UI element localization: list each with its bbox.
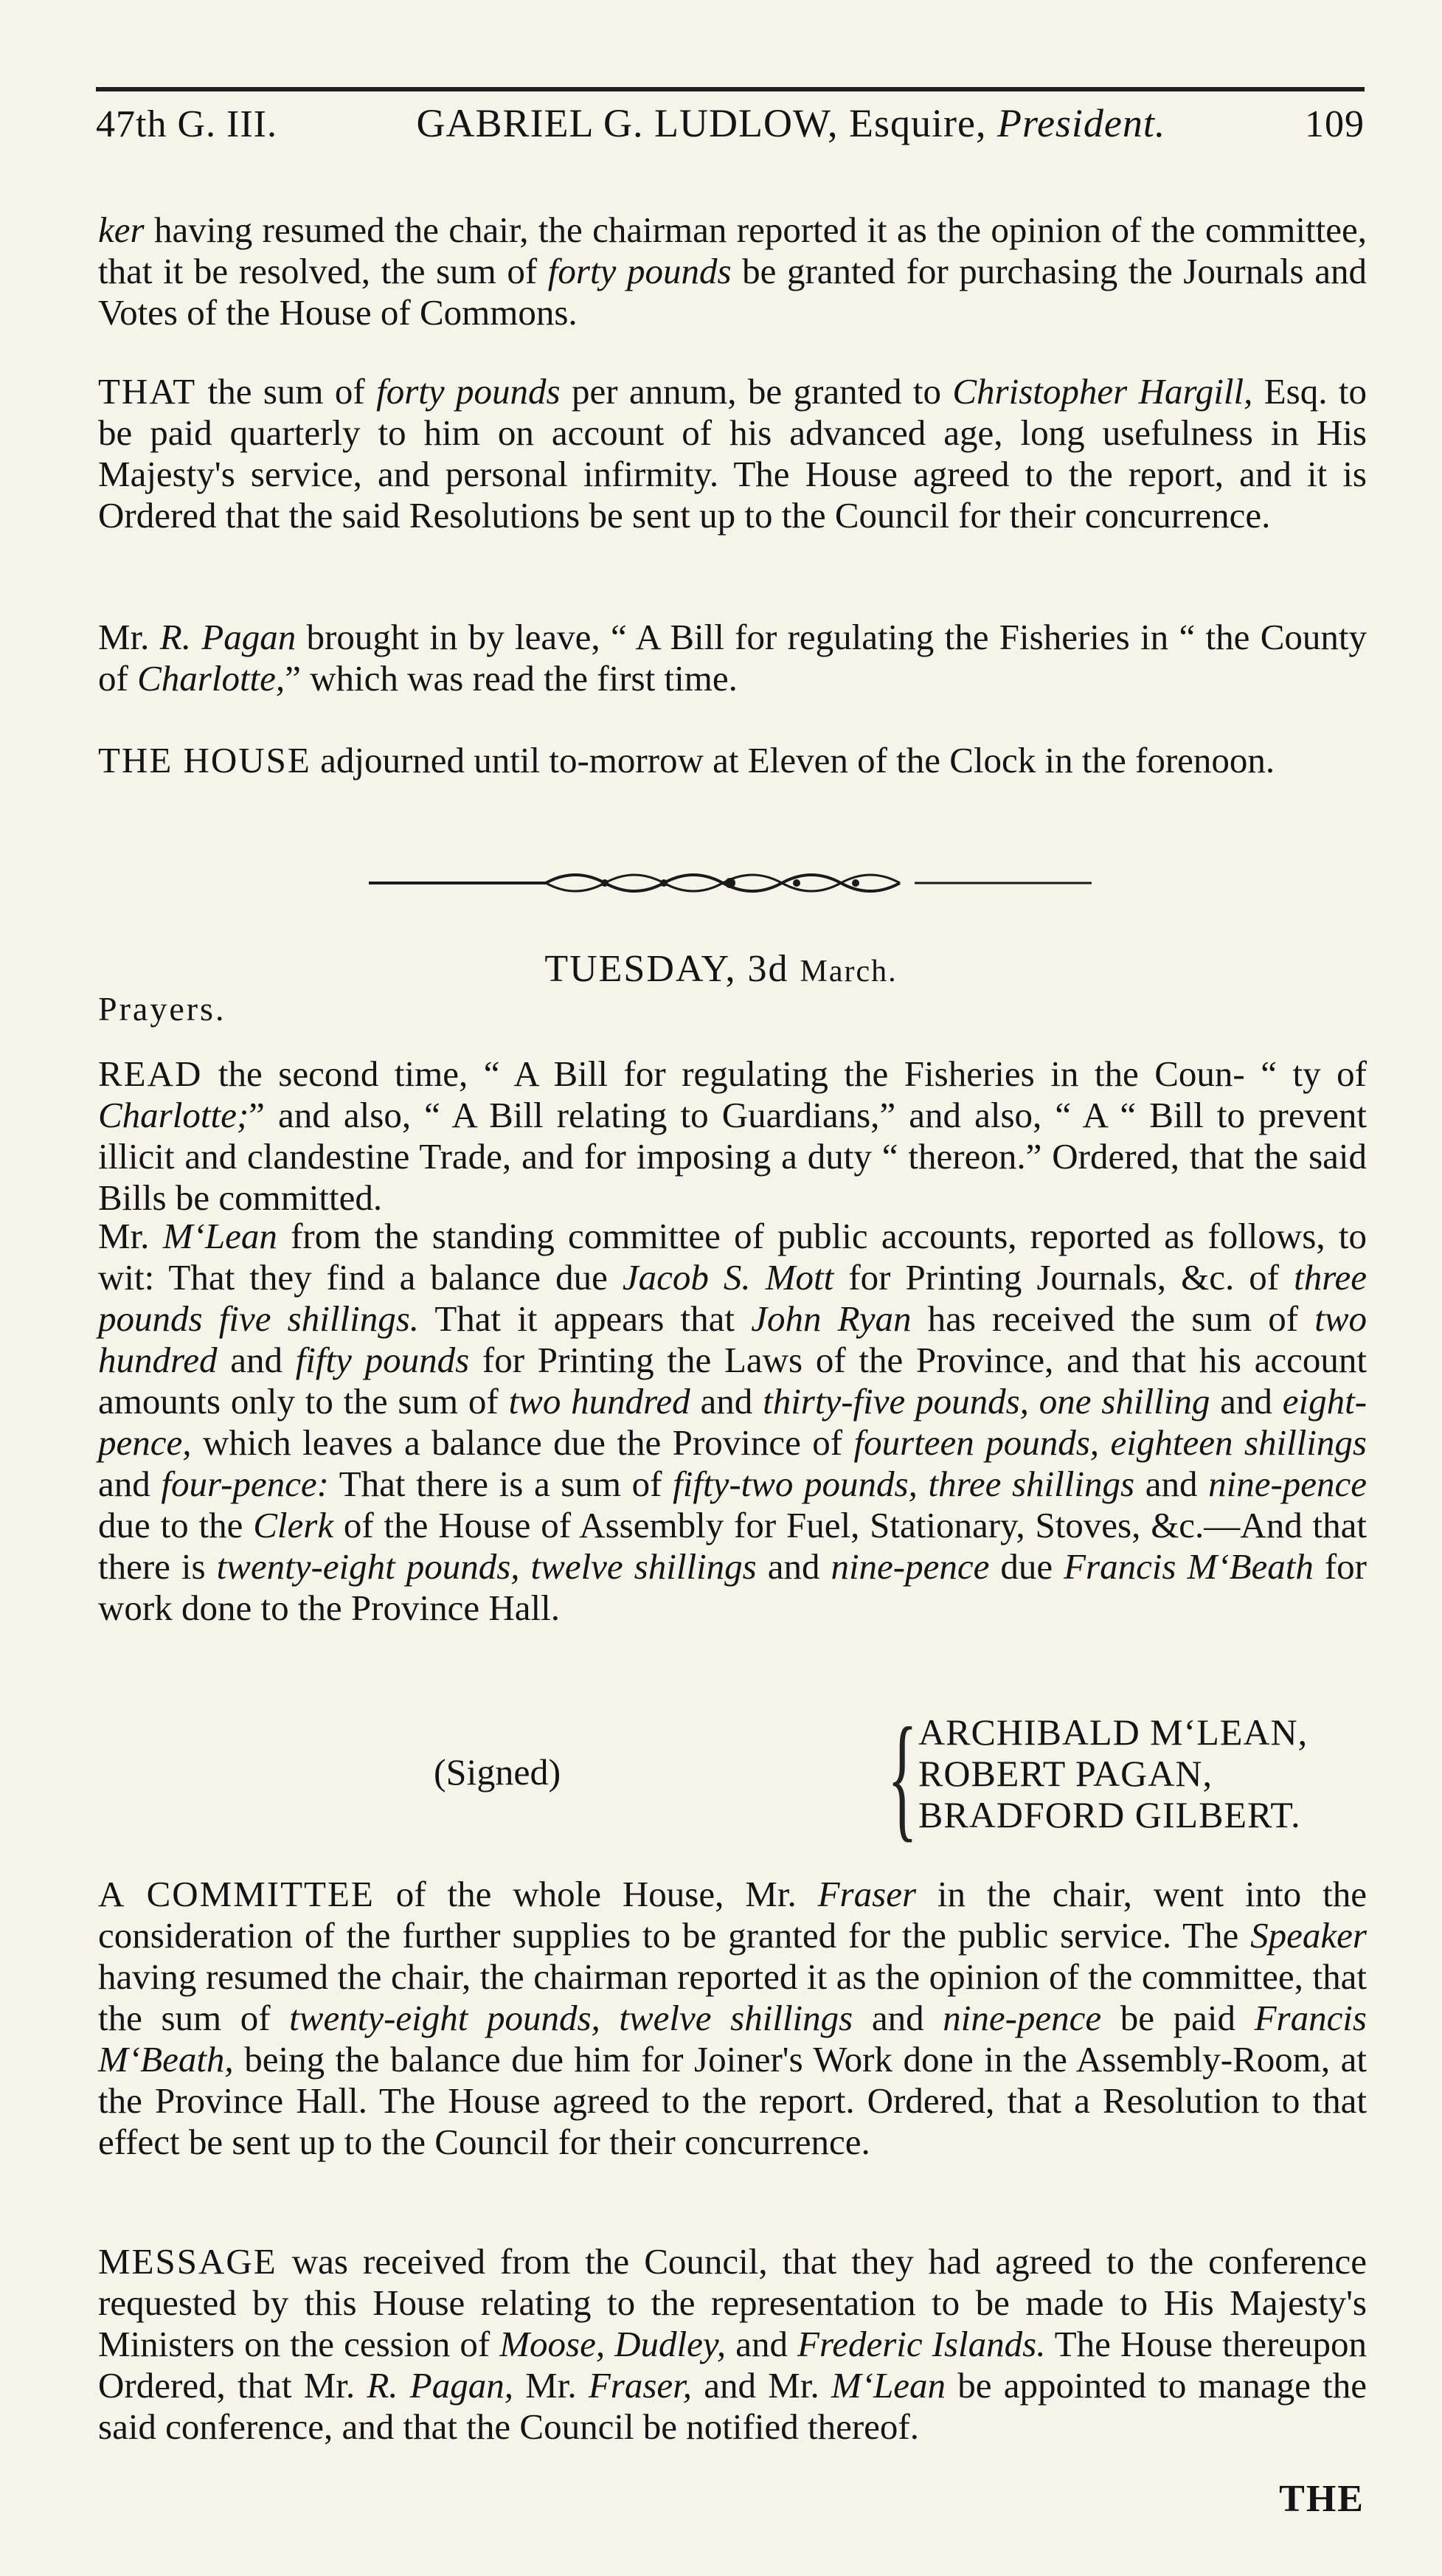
- text-run: in the chair, went into the consideration of the further supplies to be granted for the public service. The: [98, 1874, 1367, 1956]
- italic-term: Charlotte,: [137, 658, 285, 699]
- text-run: Mr.: [98, 1216, 163, 1256]
- text-run: and: [98, 1464, 162, 1504]
- paragraph-committee-whole-house: [98, 1874, 1367, 2163]
- italic-term: ker: [98, 210, 145, 250]
- day-heading-day: TUESDAY, 3d: [544, 948, 800, 990]
- italic-term: nine-pence: [831, 1546, 990, 1587]
- paragraph-council-message: [98, 2241, 1367, 2448]
- italic-term: M‘Lean: [831, 2365, 946, 2406]
- text-run: the sum of: [196, 371, 377, 412]
- italic-term: Francis M‘Beath: [1064, 1546, 1314, 1587]
- text-run: be appointed to manage the said conference, and that the Council be notified thereof.: [98, 2365, 1367, 2447]
- day-heading: [0, 946, 1442, 995]
- italic-term: Fraser,: [588, 2365, 693, 2406]
- text-run: and: [1134, 1464, 1209, 1504]
- text-run: which leaves a balance due the Province of: [191, 1422, 854, 1463]
- italic-term: Francis M‘Beath,: [98, 1998, 1367, 2080]
- lead-word: MESSAGE: [98, 2241, 277, 2282]
- running-title: [417, 100, 1166, 147]
- text-run: and: [217, 1340, 296, 1380]
- text-run: of the House of Assembly for Fuel, Stationary, Stoves, &c.—And that there is: [98, 1505, 1367, 1587]
- text-run: and: [726, 2324, 798, 2364]
- text-run: be granted for purchasing the Journals and Votes of the House of Commons.: [98, 251, 1367, 333]
- paragraph-hargill-grant: [98, 371, 1367, 536]
- page-number: 109: [1305, 103, 1365, 145]
- signer-name: ROBERT PAGAN,: [918, 1753, 1213, 1794]
- italic-term: four-pence:: [161, 1464, 329, 1504]
- paragraph-speaker-resumed: [98, 210, 1367, 333]
- italic-term: fifty-two pounds, three shillings: [673, 1464, 1135, 1504]
- text-run: and: [690, 1381, 763, 1422]
- italic-term: two hundred: [98, 1298, 1368, 1380]
- lead-word: A COMMITTEE: [98, 1874, 375, 1914]
- italic-term: eight-pence,: [98, 1381, 1368, 1463]
- day-heading-month: March.: [800, 955, 898, 988]
- lead-word: READ: [98, 1053, 203, 1094]
- lead-word: THE HOUSE: [98, 740, 311, 780]
- text-run: for Printing Journals, &c. of: [833, 1257, 1294, 1298]
- paragraph-fisheries-bill: [98, 617, 1367, 699]
- running-title-italic: President.: [996, 101, 1166, 145]
- italic-term: twenty-eight pounds, twelve shillings: [289, 1998, 853, 2038]
- italic-term: R. Pagan,: [367, 2365, 513, 2406]
- text-run: having resumed the chair, the chairman reported it as the opinion of the committee, that the sum of: [98, 1956, 1367, 2038]
- catchword: THE: [1279, 2478, 1365, 2520]
- session-label: 47th G. III.: [96, 103, 277, 145]
- text-run: and: [756, 1546, 831, 1587]
- paragraph-adjourned: [98, 740, 1367, 781]
- italic-term: fourteen pounds, eighteen shillings: [853, 1422, 1367, 1463]
- italic-term: Fraser: [817, 1874, 917, 1914]
- italic-term: Clerk: [253, 1505, 334, 1545]
- signer-name: BRADFORD GILBERT.: [918, 1794, 1301, 1835]
- text-run: from the standing committee of public accounts, reported as follows, to wit: That they find a balance due: [98, 1216, 1367, 1298]
- italic-term: twenty-eight pounds, twelve shillings: [216, 1546, 757, 1587]
- text-run: and: [1210, 1381, 1283, 1422]
- text-run: due: [989, 1546, 1064, 1587]
- italic-term: John Ryan: [751, 1298, 912, 1339]
- signed-label: (Signed): [434, 1751, 561, 1793]
- text-run: and: [853, 1998, 943, 2038]
- text-run: the second time, “ A Bill for regulating the Fisheries in the Coun- “ ty of: [202, 1053, 1367, 1094]
- paragraph-second-reading: [98, 1053, 1367, 1219]
- running-header: [96, 100, 1365, 148]
- italic-term: thirty-five pounds, one shilling: [763, 1381, 1210, 1422]
- italic-term: Moose, Dudley,: [499, 2324, 727, 2364]
- text-run: adjourned until to-morrow at Eleven of the Clock in the forenoon.: [311, 740, 1275, 780]
- italic-term: Christopher Hargill,: [952, 371, 1253, 412]
- text-run: for Printing the Laws of the Province, and that his account amounts only to the sum of: [98, 1340, 1367, 1422]
- text-run: ” and also, “ A Bill relating to Guardians,” and also, “ A “ Bill to prevent illicit and clandestine Trade, and for imposing a duty “ thereon.” Ordered, that the said Bills be committed.: [98, 1095, 1367, 1218]
- italic-term: R. Pagan: [159, 617, 297, 657]
- prayers-label: Prayers.: [98, 990, 226, 1028]
- italic-term: forty pounds: [547, 251, 732, 291]
- text-run: Mr.: [513, 2365, 589, 2406]
- italic-term: nine-pence: [1208, 1464, 1368, 1504]
- italic-term: Speaker: [1250, 1915, 1367, 1956]
- text-run: has received the sum of: [911, 1298, 1315, 1339]
- paragraph-public-accounts: [98, 1216, 1367, 1629]
- brace-glyph: {: [887, 1700, 918, 1855]
- italic-term: Jacob S. Mott: [622, 1257, 834, 1298]
- text-run: The House thereupon Ordered, that Mr.: [98, 2324, 1368, 2406]
- text-run: of the whole House, Mr.: [374, 1874, 818, 1914]
- ornamental-divider: [369, 857, 1092, 909]
- text-run: being the balance due him for Joiner's Work done in the Assembly-Room, at the Province Hall. The House agreed to the report. Ordered, that a Resolution to that effect be sent up to the Council for their concurrence.: [98, 2039, 1367, 2162]
- text-run: having resumed the chair, the chairman reported it as the opinion of the committee, that it be resolved, the sum of: [98, 210, 1367, 291]
- text-run: due to the: [98, 1505, 254, 1545]
- text-run: That there is a sum of: [328, 1464, 673, 1504]
- text-run: per annum, be granted to: [560, 371, 953, 412]
- signer-name: ARCHIBALD M‘LEAN,: [918, 1711, 1308, 1753]
- italic-term: M‘Lean: [162, 1216, 277, 1256]
- italic-term: nine-pence: [943, 1998, 1102, 2038]
- signer-list: [918, 1711, 1308, 1835]
- italic-term: Frederic Islands.: [797, 2324, 1046, 2364]
- text-run: ” which was read the first time.: [285, 658, 738, 699]
- text-run: be paid: [1101, 1998, 1255, 2038]
- text-run: brought in by leave, “ A Bill for regulating the Fisheries in “ the County of: [98, 617, 1367, 699]
- italic-term: fifty pounds: [295, 1340, 470, 1380]
- italic-term: two hundred: [508, 1381, 690, 1422]
- italic-term: forty pounds: [376, 371, 561, 412]
- running-title-text: GABRIEL G. LUDLOW, Esquire,: [416, 101, 987, 145]
- text-run: and Mr.: [692, 2365, 831, 2406]
- header-rule: [96, 87, 1365, 91]
- signature-block: [98, 1700, 1367, 1855]
- text-run: for work done to the Province Hall.: [98, 1546, 1367, 1628]
- lead-word: THAT: [98, 371, 197, 412]
- text-run: Esq. to be paid quarterly to him on account of his advanced age, long usefulness in His Majesty's service, and personal infirmity. The House agreed to the report, and it is Ordered that the said Resolutions be sent up to the Council for their concurrence.: [98, 371, 1367, 536]
- text-run: Mr.: [98, 617, 160, 657]
- text-run: That it appears that: [419, 1298, 752, 1339]
- text-run: was received from the Council, that they had agreed to the conference requested by this House relating to the representation to be made to His Majesty's Ministers on the cession of: [98, 2241, 1367, 2364]
- italic-term: Charlotte;: [98, 1095, 249, 1135]
- italic-term: three pounds five shillings.: [98, 1257, 1367, 1339]
